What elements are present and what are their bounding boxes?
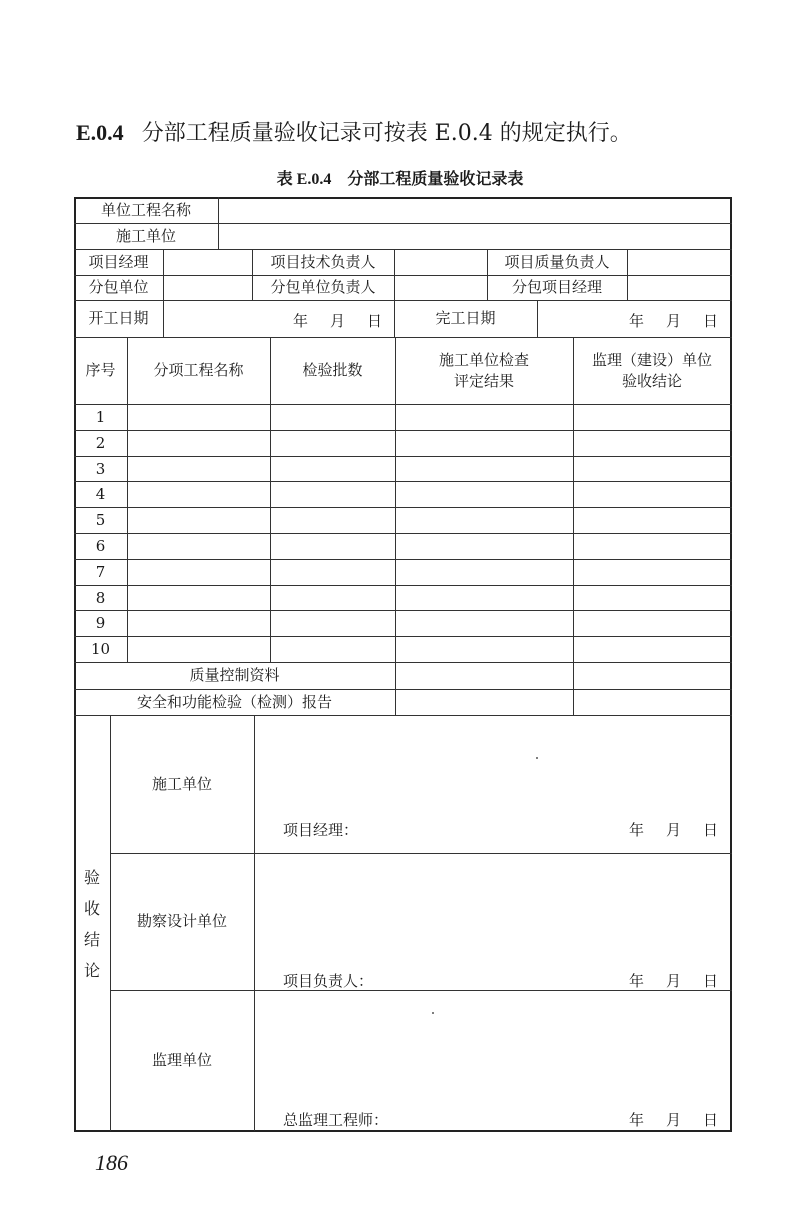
page-number: 186 — [95, 1150, 128, 1175]
col-header-conclusion-line2: 验收结论 — [621, 371, 682, 390]
field-project-manager[interactable] — [164, 250, 252, 275]
cell-no: 5 — [95, 510, 106, 529]
cell-no: 8 — [95, 588, 106, 607]
cell-item-name[interactable] — [128, 533, 270, 559]
cell-batches[interactable] — [271, 430, 395, 456]
month-label: 月 — [665, 972, 681, 990]
signer-label: 项目负责人： — [283, 972, 374, 990]
cell-batches[interactable] — [271, 636, 395, 662]
cell-batches[interactable] — [271, 585, 395, 611]
cell-item-name[interactable] — [128, 559, 270, 585]
cell-no: 9 — [95, 613, 106, 632]
cell-batches[interactable] — [271, 533, 395, 559]
cell-result[interactable] — [396, 533, 573, 559]
field-quality-conclusion[interactable] — [574, 663, 730, 689]
cell-conclusion[interactable] — [574, 559, 730, 585]
cell-no: 6 — [95, 536, 106, 555]
label-subcontractor: 分包单位 — [88, 278, 149, 297]
cell-conclusion[interactable] — [574, 585, 730, 611]
acceptance-field-construction[interactable] — [255, 716, 730, 853]
table-caption — [0, 166, 800, 189]
year-label: 年 — [292, 312, 308, 330]
field-quality-result[interactable] — [396, 663, 573, 689]
cell-batches[interactable] — [271, 507, 395, 533]
acceptance-unit-supervision: 监理单位 — [151, 1051, 212, 1070]
signer-label: 项目经理： — [283, 821, 359, 839]
cell-conclusion[interactable] — [574, 507, 730, 533]
year-label: 年 — [628, 1111, 644, 1129]
cell-batches[interactable] — [271, 404, 395, 430]
col-header-item-name: 分项工程名称 — [153, 361, 244, 380]
cell-no: 2 — [95, 433, 106, 452]
cell-result[interactable] — [396, 636, 573, 662]
cell-batches[interactable] — [271, 610, 395, 636]
cell-item-name[interactable] — [128, 481, 270, 507]
cell-conclusion[interactable] — [574, 456, 730, 482]
cell-result[interactable] — [396, 507, 573, 533]
label-subcontractor-lead: 分包单位负责人 — [270, 278, 376, 297]
month-label: 月 — [329, 312, 345, 330]
label-project-quality-lead: 项目质量负责人 — [504, 252, 610, 271]
cell-conclusion[interactable] — [574, 533, 730, 559]
cell-item-name[interactable] — [128, 585, 270, 611]
cell-conclusion[interactable] — [574, 430, 730, 456]
finish-date-ymd — [629, 310, 718, 331]
field-safety-conclusion[interactable] — [574, 690, 730, 715]
row-quality-control-docs: 质量控制资料 — [189, 666, 280, 685]
field-unit-project-name[interactable] — [219, 198, 730, 223]
label-project-tech-lead: 项目技术负责人 — [270, 252, 376, 271]
cell-batches[interactable] — [271, 456, 395, 482]
sign-date — [629, 970, 718, 991]
cell-item-name[interactable] — [128, 456, 270, 482]
cell-item-name[interactable] — [128, 404, 270, 430]
clause-number: E.0.4 — [76, 120, 124, 145]
table-number: 表 E.0.4 — [276, 171, 332, 188]
cell-item-name[interactable] — [128, 430, 270, 456]
col-header-result-line1: 施工单位检查 — [438, 351, 529, 370]
month-label: 月 — [665, 1111, 681, 1129]
field-subcontractor[interactable] — [164, 276, 252, 300]
label-char: 论 — [83, 961, 100, 980]
cell-item-name[interactable] — [128, 636, 270, 662]
field-project-quality-lead[interactable] — [628, 250, 730, 275]
acceptance-field-survey-design[interactable] — [255, 854, 730, 990]
day-label: 日 — [702, 1111, 718, 1129]
clause-text: 分部工程质量验收记录可按表 E.0.4 的规定执行。 — [141, 121, 632, 146]
label-start-date: 开工日期 — [88, 309, 149, 328]
label-project-manager: 项目经理 — [88, 252, 149, 271]
cell-conclusion[interactable] — [574, 481, 730, 507]
table-title: 分部工程质量验收记录表 — [347, 169, 524, 188]
cell-conclusion[interactable] — [574, 404, 730, 430]
cell-result[interactable] — [396, 430, 573, 456]
field-finish-date[interactable] — [538, 301, 730, 337]
cell-no: 3 — [95, 459, 106, 478]
label-char: 验 — [83, 868, 100, 887]
field-construction-unit[interactable] — [219, 224, 730, 249]
day-label: 日 — [702, 312, 718, 330]
cell-result[interactable] — [396, 610, 573, 636]
start-date-ymd — [293, 310, 382, 331]
sign-date — [629, 819, 718, 840]
label-subcontract-pm: 分包项目经理 — [511, 278, 602, 297]
cell-result[interactable] — [396, 559, 573, 585]
cell-conclusion[interactable] — [574, 636, 730, 662]
acceptance-field-supervision[interactable] — [255, 991, 730, 1131]
cell-item-name[interactable] — [128, 507, 270, 533]
label-char: 收 — [83, 899, 100, 918]
cell-no: 7 — [95, 562, 106, 581]
cell-item-name[interactable] — [128, 610, 270, 636]
cell-no: 1 — [95, 407, 106, 426]
month-label: 月 — [665, 821, 681, 839]
signer-label: 总监理工程师： — [283, 1111, 389, 1129]
year-label: 年 — [628, 821, 644, 839]
col-header-result — [395, 337, 573, 404]
cell-result[interactable] — [396, 404, 573, 430]
cell-batches[interactable] — [271, 481, 395, 507]
row-safety-function-report: 安全和功能检验（检测）报告 — [136, 692, 332, 711]
field-project-tech-lead[interactable] — [395, 250, 487, 275]
col-header-no: 序号 — [85, 361, 116, 380]
cell-conclusion[interactable] — [574, 610, 730, 636]
scan-speck — [536, 757, 538, 759]
cell-no: 10 — [90, 639, 111, 658]
col-header-conclusion-line1: 监理（建设）单位 — [591, 351, 712, 370]
year-label: 年 — [628, 972, 644, 990]
col-header-batches: 检验批数 — [302, 361, 363, 380]
cell-result[interactable] — [396, 456, 573, 482]
label-unit-project-name: 单位工程名称 — [100, 200, 191, 219]
day-label: 日 — [702, 821, 718, 839]
field-start-date[interactable] — [164, 301, 394, 337]
sign-date — [629, 1109, 718, 1130]
field-subcontract-pm[interactable] — [628, 276, 730, 300]
acceptance-unit-survey-design: 勘察设计单位 — [136, 912, 227, 931]
day-label: 日 — [702, 972, 718, 990]
clause-heading — [76, 116, 632, 147]
cell-result[interactable] — [396, 585, 573, 611]
scan-speck — [432, 1012, 434, 1014]
field-subcontractor-lead[interactable] — [395, 276, 487, 300]
cell-batches[interactable] — [271, 559, 395, 585]
month-label: 月 — [665, 312, 681, 330]
cell-no: 4 — [95, 484, 106, 503]
acceptance-unit-construction: 施工单位 — [151, 774, 212, 793]
label-construction-unit: 施工单位 — [115, 226, 176, 245]
label-char: 结 — [83, 930, 100, 949]
col-header-result-line2: 评定结果 — [453, 371, 514, 390]
label-finish-date: 完工日期 — [435, 309, 496, 328]
day-label: 日 — [366, 312, 382, 330]
field-safety-result[interactable] — [396, 690, 573, 715]
col-header-conclusion — [573, 337, 731, 404]
cell-result[interactable] — [396, 481, 573, 507]
year-label: 年 — [628, 312, 644, 330]
acceptance-conclusion-label — [82, 862, 102, 986]
